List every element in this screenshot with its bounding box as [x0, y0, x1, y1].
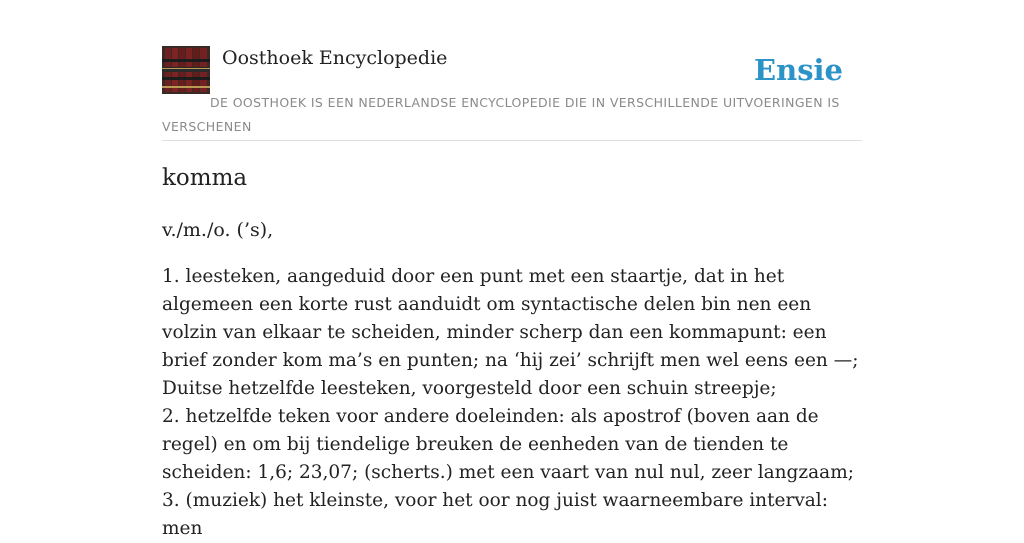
brand-logo-link[interactable]: Ensie — [754, 53, 843, 87]
site-tagline: DE OOSTHOEK IS EEN NEDERLANDSE ENCYCLOPEDIE DIE IN VERSCHILLENDE UITVOERINGEN IS VERSCHENEN — [162, 95, 840, 134]
definition-item: 2. hetzelfde teken voor andere doeleinden: als apostrof (boven aan de regel) en om bij tiendelige breuken de eenheden van de tienden te scheiden: 1,6; 23,07; (scherts.) met een vaart van nul nul, zeer langzaam; — [162, 406, 854, 483]
book-spines-icon — [162, 46, 210, 94]
entry-grammar: v./m./o. (’s), — [162, 219, 274, 241]
definition-item: 1. leesteken, aangeduid door een punt met een staartje, dat in het algemeen een korte rust aanduidt om syntactische delen bin nen een volzin van elkaar te scheiden, minder scherp dan een kommapunt: een brief zonder kom ma’s en punten; na ‘hij zei’ schrijft men wel eens een —; Duitse hetzelfde leesteken, voorgesteld door een schuin streepje; — [162, 266, 859, 399]
site-header — [162, 46, 862, 141]
definition-item: 3. (muziek) het kleinste, voor het oor nog juist waarneembare interval: men — [162, 490, 828, 539]
entry-body — [162, 263, 867, 543]
site-name[interactable]: Oosthoek Encyclopedie — [222, 47, 448, 69]
site-avatar[interactable] — [162, 46, 210, 94]
entry-title: komma — [162, 165, 248, 191]
